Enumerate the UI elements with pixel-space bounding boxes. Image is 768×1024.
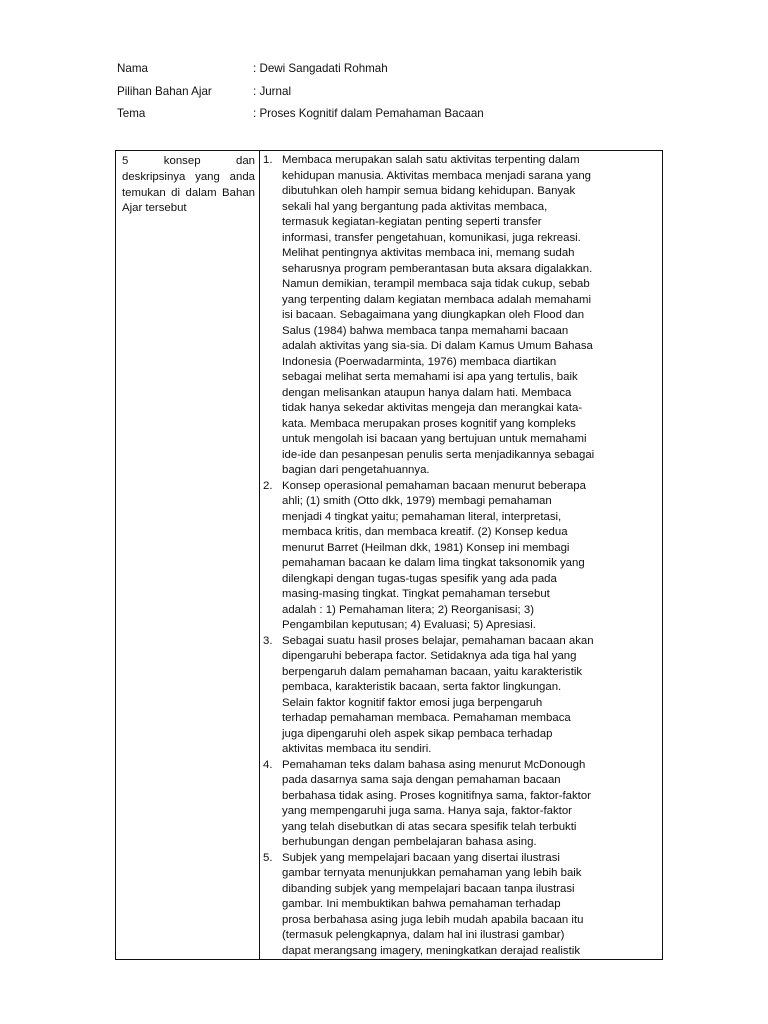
- table-left-label: 5 konsep dan deskripsinya yang anda temukan di dalam Bahan Ajar tersebut: [116, 151, 260, 959]
- value-tema: : Proses Kognitif dalam Pemahaman Bacaan: [253, 107, 484, 120]
- item-text: Subjek yang mempelajari bacaan yang disertai ilustrasi gambar ternyata menunjukkan pemahaman yang lebih baik dibanding subjek yang mempelajari bacaan tanpa ilustrasi gambar. Ini membuktikan bahwa pemahaman terhadap prosa berbahasa asing juga lebih mudah apabila bacaan itu (termasuk pelengkapnya, dalam hal ini ilustrasi gambar) dapat merangsang imagery, meningkatkan derajad realistik: [282, 851, 584, 957]
- item-number: 1.: [263, 154, 273, 166]
- item-number: 5.: [263, 851, 273, 864]
- item-number: 3.: [263, 634, 273, 647]
- list-item-3: [263, 634, 656, 758]
- item-text: Sebagai suatu hasil proses belajar, pemahaman bacaan akan dipengaruhi beberapa factor. Setidaknya ada tiga hal yang berpengaruh dalam pemahaman bacaan, yaitu karakteristik pembaca, karakteristik bacaan, serta faktor lingkungan. Selain faktor kognitif faktor emosi juga berpengaruh terhadap pemahaman membaca. Pemahaman membaca juga dipengaruhi oleh aspek sikap pembaca terhadap aktivitas membaca itu sendiri.: [282, 634, 594, 755]
- table-right-content: [260, 151, 662, 959]
- item-text: Konsep operasional pemahaman bacaan menurut beberapa ahli; (1) smith (Otto dkk, 1979) membagi pemahaman menjadi 4 tingkat yaitu; pemahaman literal, interpretasi, membaca kritis, dan membaca kreatif. (2) Konsep kedua menurut Barret (Heilman dkk, 1981) Konsep ini membagi pemahaman bacaan ke dalam lima tingkat taksonomik yang dilengkapi dengan tugas-tugas spesifik yang ada pada masing-masing tingkat. Tingkat pemahaman tersebut adalah : 1) Pemahaman litera; 2) Reorganisasi; 3) Pengambilan keputusan; 4) Evaluasi; 5) Apresiasi.: [282, 479, 586, 631]
- document-header: [117, 60, 484, 128]
- header-row-nama: [117, 60, 484, 83]
- value-nama: : Dewi Sangadati Rohmah: [253, 62, 388, 75]
- label-tema: Tema: [117, 107, 146, 120]
- header-row-tema: [117, 105, 484, 128]
- header-row-bahan-ajar: [117, 83, 484, 106]
- label-bahan-ajar: Pilihan Bahan Ajar: [117, 84, 212, 98]
- label-nama: Nama: [117, 62, 148, 75]
- item-number: 4.: [263, 758, 273, 771]
- item-text: Membaca merupakan salah satu aktivitas terpenting dalam kehidupan manusia. Aktivitas membaca menjadi sarana yang dibutuhkan oleh hampir semua bidang kehidupan. Banyak sekali hal yang bergantung pada aktivitas membaca, termasuk kegiatan-kegiatan penting seperti transfer informasi, transfer pengetahuan, komunikasi, juga rekreasi. Melihat pentingnya aktivitas membaca ini, memang sudah seharusnya program pemberantasan buta aksara digalakkan. Namun demikian, terampil membaca saja tidak cukup, sebab yang terpenting dalam kegiatan membaca adalah memahami isi bacaan. Sebagaimana yang diungkapkan oleh Flood dan Salus (1984) bahwa membaca tanpa memahami bacaan adalah aktivitas yang sia-sia. Di dalam Kamus Umum Bahasa Indonesia (Poerwadarminta, 1976) membaca diartikan sebagai melihat serta memahami isi apa yang tertulis, baik dengan melisankan ataupun hanya dalam hati. Membaca tidak hanya sekedar aktivitas mengeja dan merangkai kata- kata. Membaca merupakan proses kognitif yang kompleks untuk mengolah isi bacaan yang bertujuan untuk memahami ide-ide dan pesanpesan penulis serta menjadikannya sebagai bagian dari pengetahuannya.: [282, 154, 595, 476]
- list-item-1: [263, 153, 656, 479]
- item-number: 2.: [263, 479, 273, 492]
- concept-table: [115, 150, 663, 960]
- list-item-5: [263, 851, 656, 960]
- value-bahan-ajar: : Jurnal: [253, 84, 292, 98]
- item-text: Pemahaman teks dalam bahasa asing menurut McDonough pada dasarnya sama saja dengan pemahaman bacaan berbahasa tidak asing. Proses kognitifnya sama, faktor-faktor yang mempengaruhi juga sama. Hanya saja, faktor-faktor yang telah disebutkan di atas secara spesifik telah terbukti berhubungan dengan pembelajaran bahasa asing.: [282, 758, 591, 848]
- list-item-4: [263, 758, 656, 851]
- list-item-2: [263, 479, 656, 634]
